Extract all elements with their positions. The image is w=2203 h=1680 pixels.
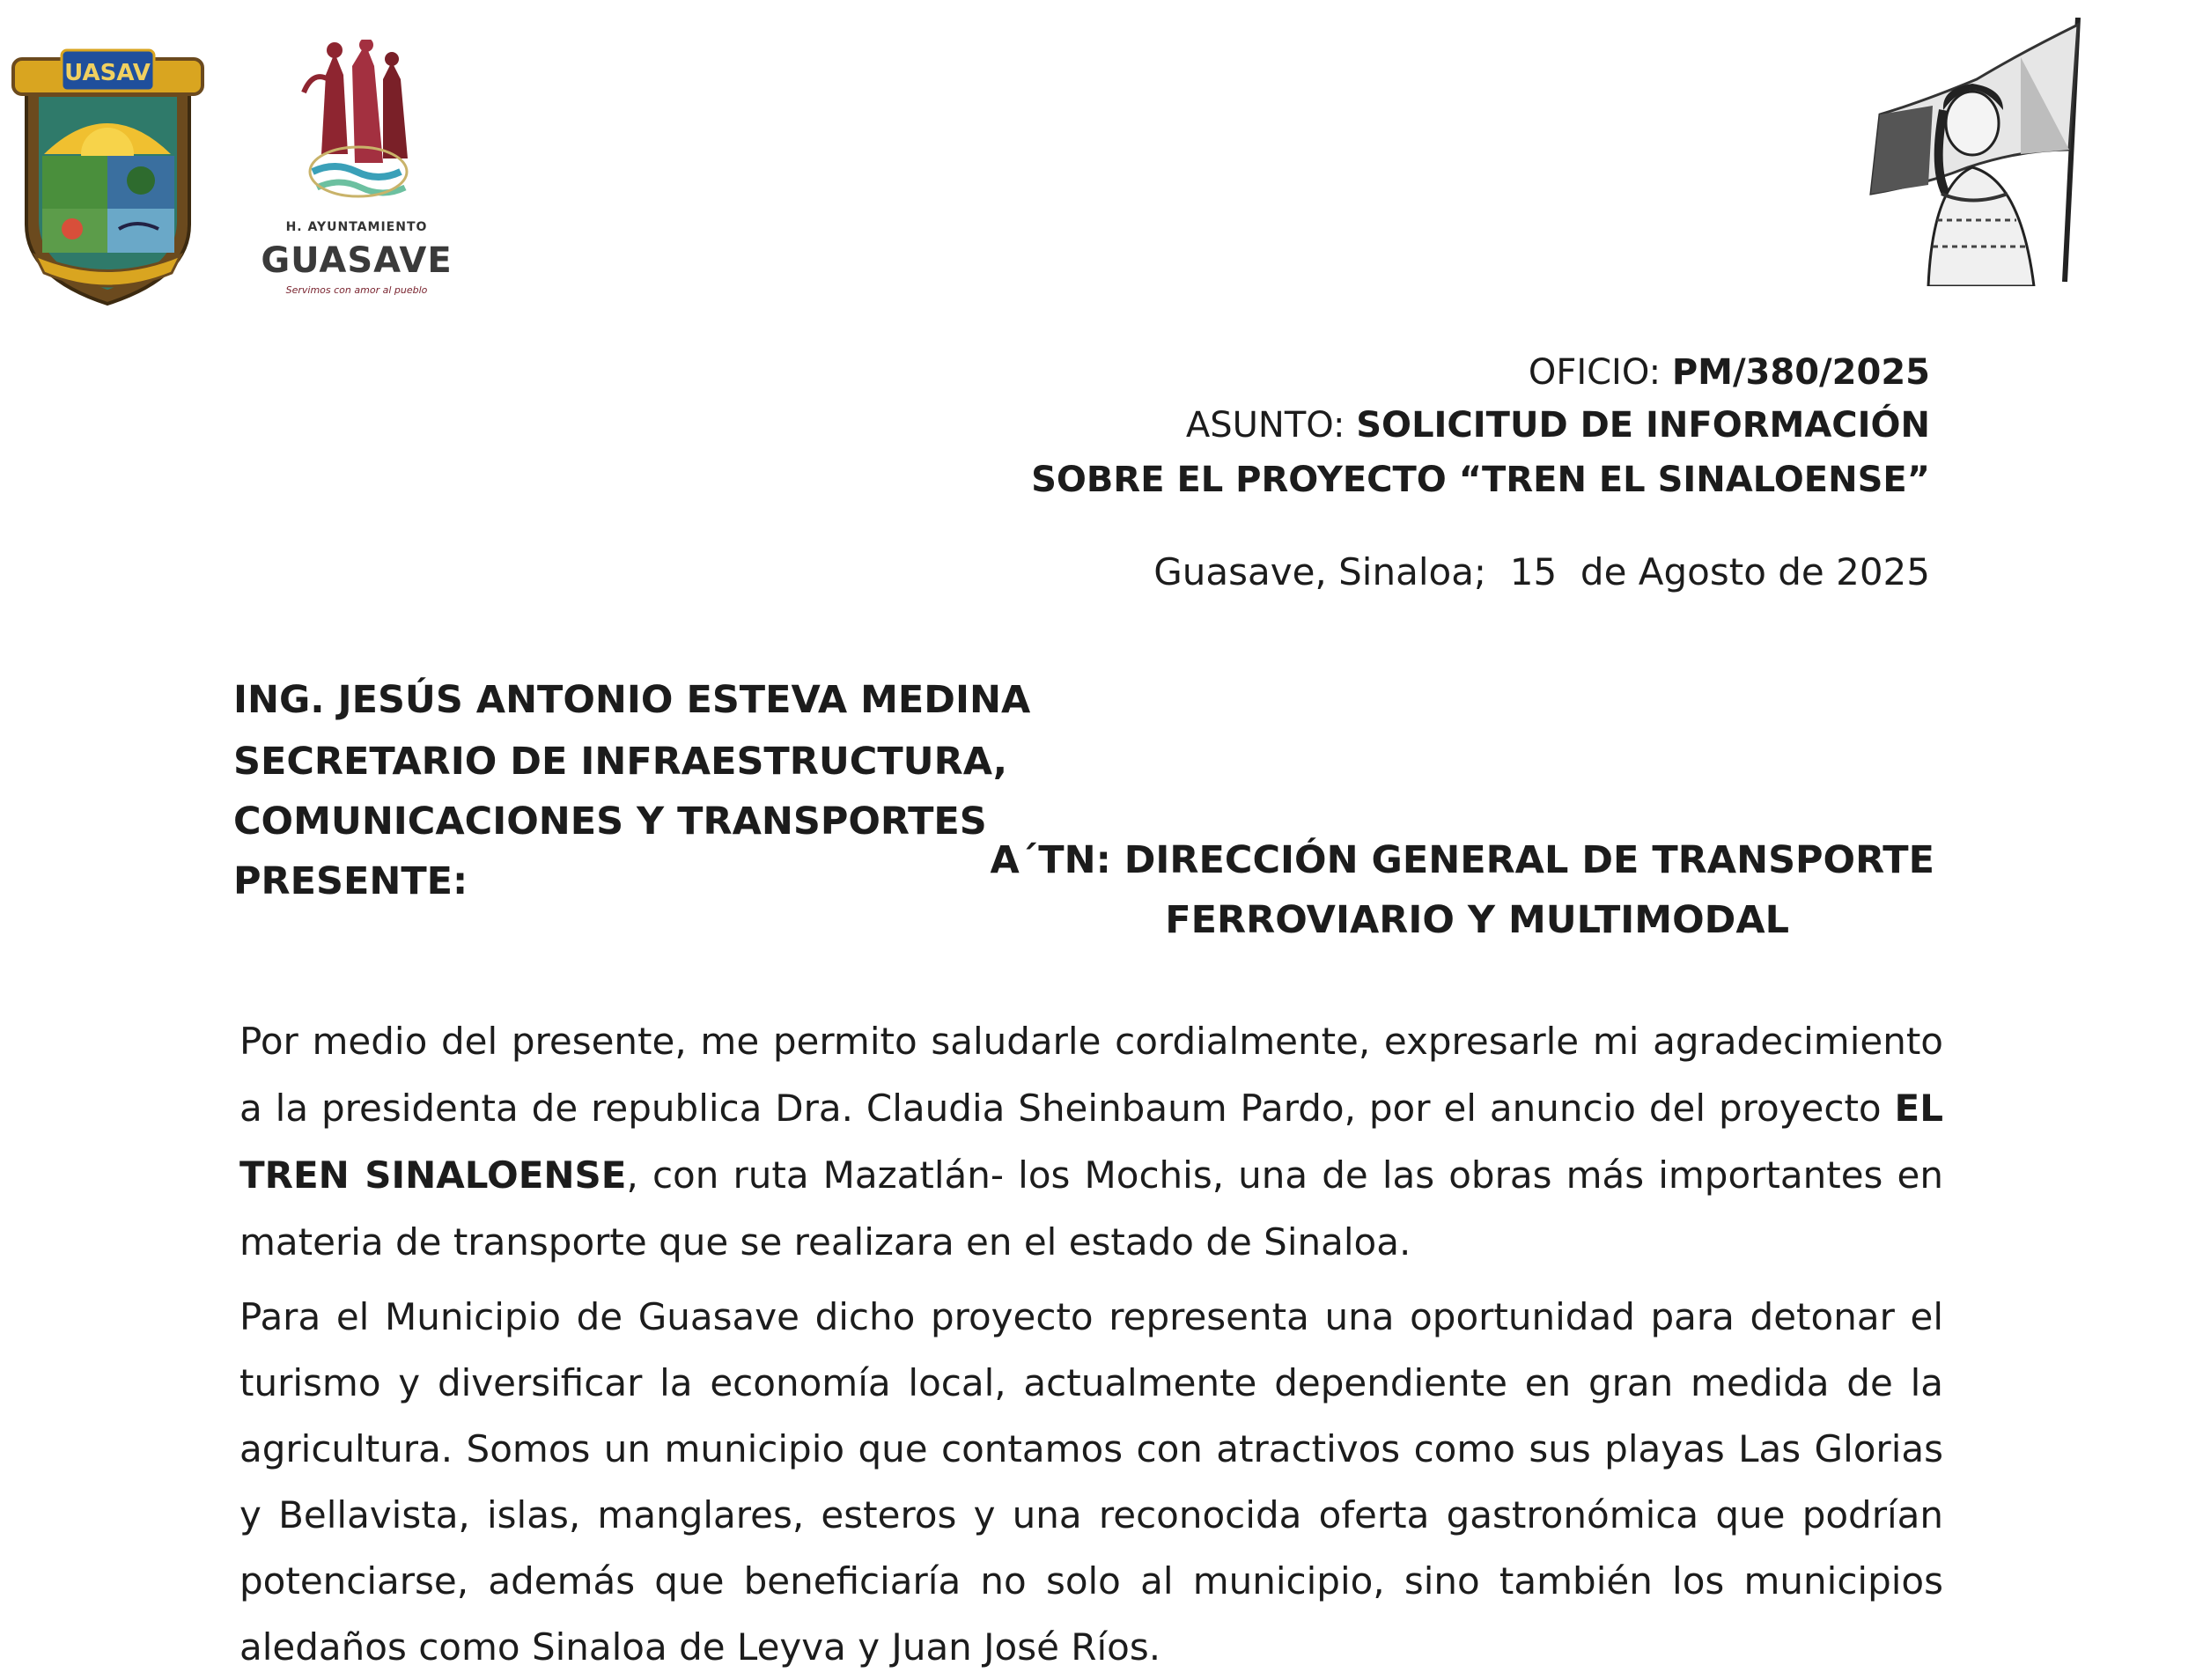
date-line: Guasave, Sinaloa; 15 de Agosto de 2025 [1153,550,1930,593]
oficio-number: PM/380/2025 [1671,352,1930,393]
ayuntamiento-guasave-logo [251,40,462,304]
addressee-title-line1: SECRETARIO DE INFRAESTRUCTURA, [233,740,1008,784]
asunto-label: ASUNTO: [1185,405,1345,446]
attention-line1: A´TN: DIRECCIÓN GENERAL DE TRANSPORTE [990,838,1934,882]
heroine-flag-illustration [1845,18,2100,286]
coat-of-arms-logo [9,48,207,308]
municipality-slogan: Servimos con amor al pueblo [285,284,428,296]
svg-text:UASAV: UASAV [64,60,151,86]
oficio-label: OFICIO: [1528,352,1661,393]
asunto-line [1186,405,1930,446]
oficio-line [1529,352,1930,393]
municipality-top-text: H. AYUNTAMIENTO [285,220,428,234]
asunto-subject-line1: SOLICITUD DE INFORMACIÓN [1356,405,1930,446]
attention-line2: FERROVIARIO Y MULTIMODAL [1165,898,1789,942]
body-paragraph-1 [239,1008,1943,1276]
p1-text-after: , con ruta Mazatlán- los Mochis, una de las obras más importantes en materia de transporte que se realizara en el estado de Sinaloa. [239,1153,1944,1264]
presente-label: PRESENTE: [233,859,468,903]
asunto-subject-line2: SOBRE EL PROYECTO “TREN EL SINALOENSE” [1031,460,1930,500]
p1-project-name: EL TREN SINALOENSE [239,1087,1943,1197]
addressee-title-line2: COMUNICACIONES Y TRANSPORTES [233,799,987,844]
p1-text-before: Por medio del presente, me permito saludarle cordialmente, expresarle mi agradecimiento a la presidenta de republica Dra. Claudia Sheinbaum Pardo, por el anuncio del proyecto [239,1020,1943,1130]
municipality-name: GUASAVE [261,240,453,281]
addressee-name: ING. JESÚS ANTONIO ESTEVA MEDINA [233,678,1031,722]
body-paragraph-2: Para el Municipio de Guasave dicho proyecto representa una oportunidad para detonar el turismo y diversificar la economía local, actualmente dependiente en gran medida de la agricultura. Somos un municipio que contamos con atractivos como sus playas Las Glorias y Bellavista, islas, manglares, esteros y una reconocida oferta gastronómica que podrían potenciarse, además que beneficiaría no solo al municipio, sino también los municipios aledaños como Sinaloa de Leyva y Juan José Ríos. [239,1295,1943,1669]
